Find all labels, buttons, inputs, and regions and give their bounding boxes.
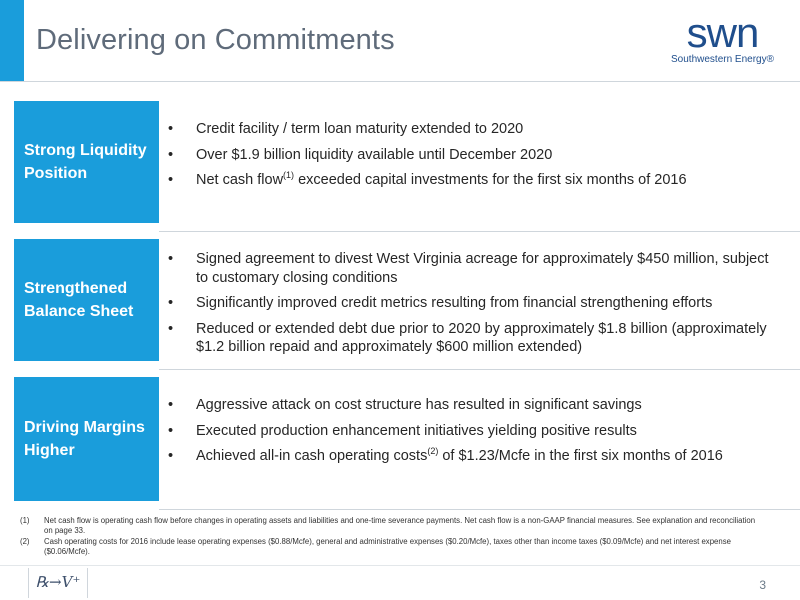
- footnote-text: Cash operating costs for 2016 include lease operating expenses ($0.88/Mcfe), general and administrative expenses ($0.20/Mcfe), taxes other than income taxes ($0.09/Mcfe) and net interest expense ($0.06/Mcfe).: [44, 537, 731, 556]
- header-divider: [0, 81, 800, 82]
- bullet-list: [168, 120, 778, 197]
- bullet-icon: •: [168, 251, 174, 267]
- section-label: Driving Margins Higher: [14, 377, 159, 501]
- footer-divider: [0, 565, 800, 566]
- footnote-ref: (1): [283, 170, 295, 181]
- page-number: 3: [759, 578, 766, 592]
- page-title: Delivering on Commitments: [36, 24, 395, 56]
- bullet-item: • Signed agreement to divest West Virginia acreage for approximately $450 million, subject to customary closing conditions: [168, 251, 769, 286]
- bullet-item: • Aggressive attack on cost structure has resulted in significant savings: [168, 397, 642, 413]
- section-label: Strengthened Balance Sheet: [14, 239, 159, 361]
- bullet-icon: •: [168, 121, 174, 137]
- bullet-icon: •: [168, 146, 174, 163]
- bullet-icon: •: [168, 320, 174, 337]
- footnote-number: (1): [20, 516, 30, 525]
- logo-subtitle: Southwestern Energy®: [671, 54, 774, 65]
- bullet-item: • Executed production enhancement initiatives yielding positive results: [168, 422, 637, 439]
- bullet-item: • Significantly improved credit metrics resulting from financial strengthening efforts: [168, 295, 713, 311]
- footnote: [20, 516, 760, 536]
- section-divider: [159, 509, 800, 510]
- bullet-item: • Credit facility / term loan maturity extended to 2020: [168, 121, 524, 137]
- bullet-item: • Achieved all-in cash operating costs$^{(2)}$ of $1.23/Mcfe in the first six months of 2016: [168, 446, 723, 464]
- bullet-item: • Reduced or extended debt due prior to 2020 by approximately $1.8 billion (approximately $1.2 billion repaid and approximately $600 million extended): [168, 320, 767, 355]
- bullet-icon: •: [168, 448, 174, 464]
- bullet-icon: •: [168, 295, 174, 311]
- footnote-number: (2): [20, 537, 30, 546]
- company-logo: [660, 10, 785, 70]
- bullet-list: [168, 250, 778, 364]
- logo-mark: swn: [686, 9, 759, 56]
- footnote: [20, 537, 760, 557]
- footnotes: [20, 516, 760, 558]
- bullet-item: • Over $1.9 billion liquidity available until December 2020: [168, 146, 553, 163]
- section-divider: [159, 369, 800, 370]
- section-label: Strong Liquidity Position: [14, 101, 159, 223]
- bullet-item: • Net cash flow$^{(1)}$ exceeded capital investments for the first six months of 2016: [168, 170, 687, 188]
- title-accent-bar: [0, 0, 24, 81]
- formula-logo-icon: ℞→V⁺: [28, 568, 88, 598]
- section-divider: [159, 231, 800, 232]
- footnote-text: Net cash flow is operating cash flow before changes in operating assets and liabilities and one-time severance payments. Net cash flow is a non-GAAP financial measures. See explanation and reconciliation on page 33.: [44, 516, 756, 535]
- footnote-ref: (2): [427, 446, 439, 457]
- bullet-icon: •: [168, 172, 174, 188]
- bullet-icon: •: [168, 397, 174, 413]
- bullet-icon: •: [168, 422, 174, 439]
- bullet-list: [168, 396, 778, 473]
